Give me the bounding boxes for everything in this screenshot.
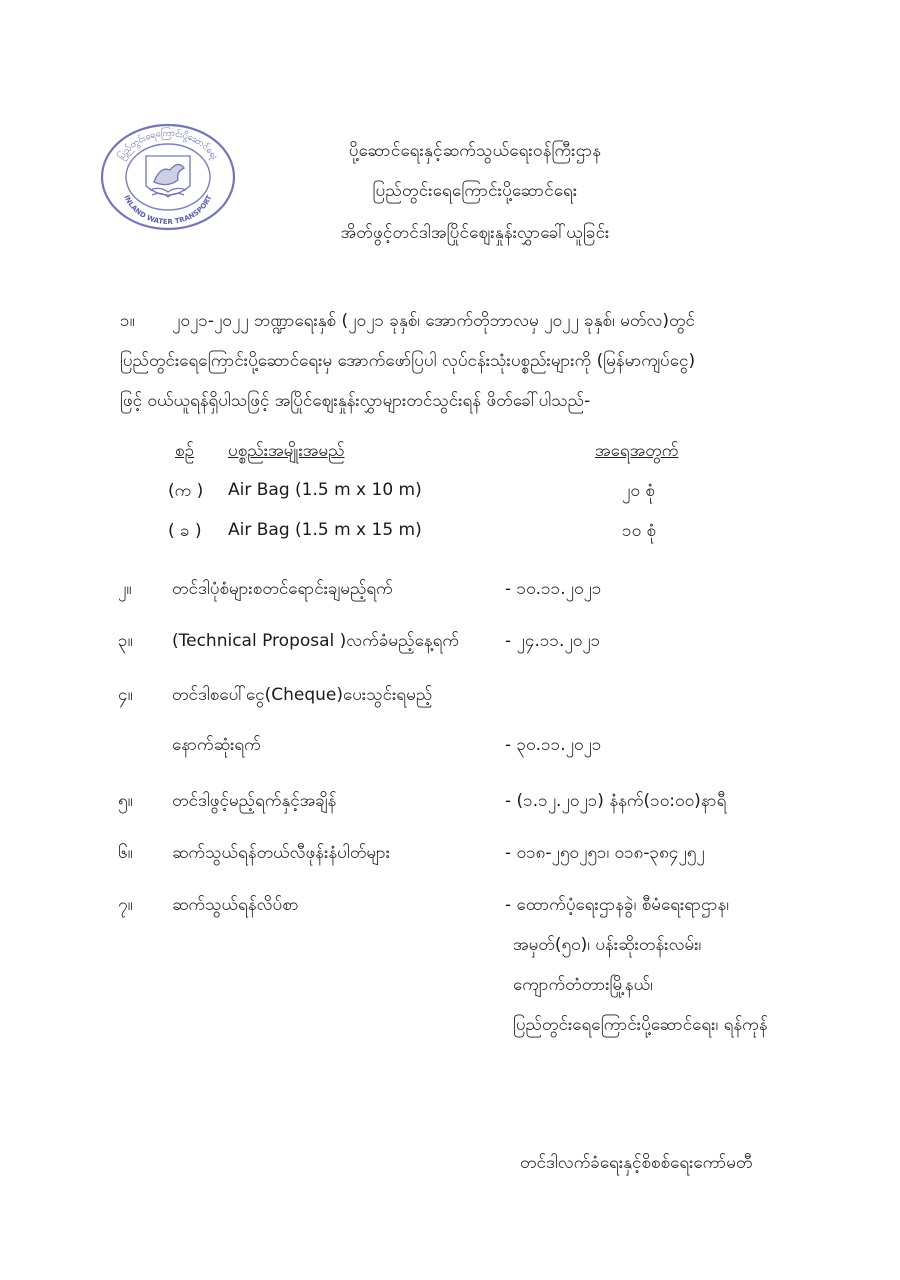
tender-title: အိတ်ဖွင့်တင်ဒါအပြိုင်ဈေးနှုန်းလွှာခေါ်ယူခြင်း [340,223,610,243]
row-quantity: ၂၀ စုံ [622,481,655,501]
intro-line-1: ၂၀၂၁-၂၀၂၂ ဘဏ္ဍာရေးနှစ် (၂၀၂၁ ခုနှစ်၊ အောက်တိုဘာလမှ ၂၀၂၂ ခုနှစ်၊ မတ်လ)တွင် [172,311,695,331]
address-line: ပြည်တွင်းရေကြောင်းပို့ဆောင်ရေး၊ ရန်ကုန် [513,1015,768,1035]
detail-label-continued: နောက်ဆုံးရက် [172,735,261,755]
detail-label: တင်ဒါပုံစံများစတင်ရောင်းချမည့်ရက် [172,579,393,599]
detail-number: ၃။ [118,631,133,651]
intro-line-3: ဖြင့် ဝယ်ယူရန်ရှိပါသဖြင့် အပြိုင်ဈေးနှုန်းလွှာများတင်သွင်းရန် ဖိတ်ခေါ်ပါသည်- [120,391,591,411]
detail-value: - ၃၀.၁၁.၂၀၂၁ [505,735,602,755]
detail-value: - ၂၄.၁၁.၂၀၂၁ [505,631,601,651]
detail-number: ၄။ [118,685,133,705]
detail-label: တင်ဒါဖွင့်မည့်ရက်နှင့်အချိန် [172,791,337,811]
detail-number: ၂။ [118,579,132,599]
detail-number: ၇။ [118,895,133,915]
detail-number: ၅။ [118,791,133,811]
detail-value: - (၁.၁၂.၂၀၂၁) နံနက်(၁၀:၀၀)နာရီ [505,791,727,811]
header-no: စဉ် [175,441,194,461]
ministry-name: ပို့ဆောင်ရေးနှင့်ဆက်သွယ်ရေးဝန်ကြီးဌာန [348,141,602,161]
intro-line-2: ပြည်တွင်းရေကြောင်းပို့ဆောင်ရေးမှ အောက်ဖော်ပြပါ လုပ်ငန်းသုံးပစ္စည်းများကို (မြန်မာကျပ်ငွေ) [120,351,696,371]
row-no: ( ခ ) [168,521,202,541]
header-quantity: အရေအတွက် [595,441,679,461]
row-no: (က ) [168,481,204,501]
seal-bottom-text: INLAND WATER TRANSPORT [122,194,214,227]
detail-label: ဆက်သွယ်ရန်တယ်လီဖုန်းနံပါတ်များ [172,843,391,863]
department-name: ပြည်တွင်းရေကြောင်းပို့ဆောင်ရေး [372,181,578,201]
row-quantity: ၁၀ စုံ [622,521,657,541]
address-line: - ထောက်ပံ့ရေးဌာနခွဲ၊ စီမံရေးရာဌာန၊ [505,895,729,915]
detail-label: ဆက်သွယ်ရန်လိပ်စာ [172,895,299,915]
detail-value: - ၀၁၈-၂၅၀၂၅၁၊ ၀၁၈-၃၈၄၂၅၂ [505,843,705,863]
intro-number: ၁။ [120,311,135,331]
row-item-name: Air Bag (1.5 m x 10 m) [228,480,422,500]
committee-signature: တင်ဒါလက်ခံရေးနှင့်စိစစ်ရေးကော်မတီ [520,1153,753,1173]
detail-number: ၆။ [118,843,133,863]
seal-emblem-icon [146,156,190,197]
detail-label: (Technical Proposal )လက်ခံမည့်နေ့ရက် [172,631,459,651]
header-item-name: ပစ္စည်းအမျိုးအမည် [228,441,345,461]
address-line: အမှတ်(၅၀)၊ ပန်းဆိုးတန်းလမ်း၊ [513,935,702,955]
detail-value: - ၁၀.၁၁.၂၀၂၁ [505,579,602,599]
detail-label: တင်ဒါစပေါ်ငွေ(Cheque)ပေးသွင်းရမည့် [172,685,433,705]
address-line: ကျောက်တံတားမြို့နယ်၊ [513,975,653,995]
seal-top-text: ပြည်တွင်းရေကြောင်းပို့ဆောင်ရေး [116,128,220,162]
row-item-name: Air Bag (1.5 m x 15 m) [228,520,422,540]
ministry-seal [98,120,238,232]
